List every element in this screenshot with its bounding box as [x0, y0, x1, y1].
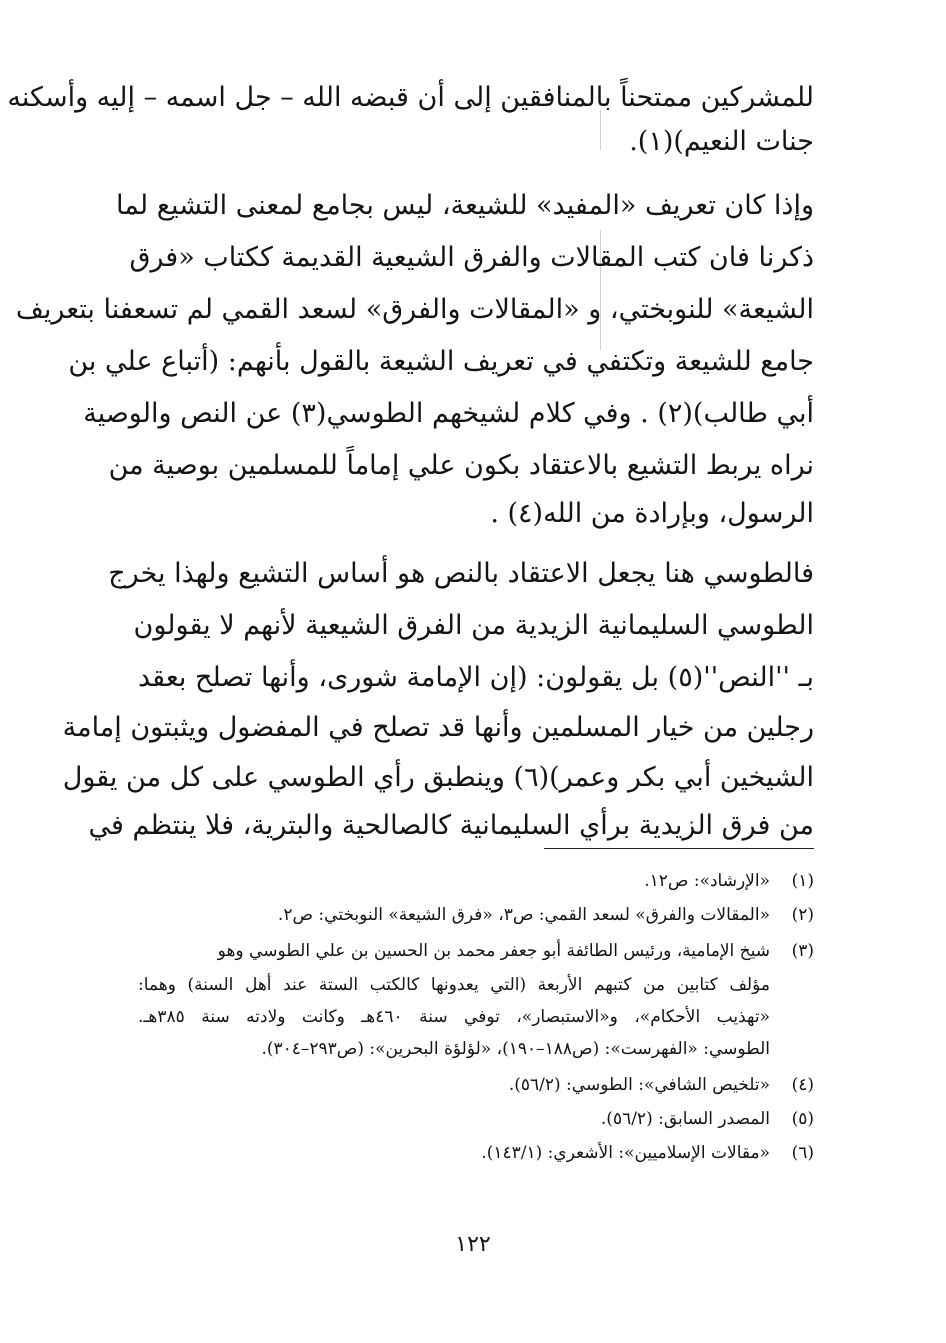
- body-line: للمشركين ممتحناً بالمنافقين إلى أن قبضه الله – جل اسمه – إليه وأسكنه: [7, 82, 814, 113]
- body-line: بـ ''النص''(٥) بل يقولون: (إن الإمامة شورى، وأنها تصلح بعقد: [138, 662, 814, 693]
- body-line: ذكرنا فان كتب المقالات والفرق الشيعية القديمة ككتاب «فرق: [129, 242, 814, 273]
- body-line: الشيخين أبي بكر وعمر)(٦) وينطبق رأي الطوسي على كل من يقول: [62, 762, 814, 793]
- body-line: من فرق الزيدية برأي السليمانية كالصالحية والبترية، فلا ينتظم في: [88, 810, 814, 841]
- footnote-continuation: الطوسي: «الفهرست»: (ص١٨٨–١٩٠)، «لؤلؤة البحرين»: (ص٢٩٣–٣٠٤).: [261, 1039, 770, 1059]
- footnote: [138, 1070, 814, 1100]
- footnote-text: «مقالات الإسلاميين»: الأشعري: (١٤٣/١).: [481, 1143, 770, 1163]
- footnote-continuation: «تهذيب الأحكام»، و«الاستبصار»، توفي سنة ٤٦٠هـ وكانت ولادته سنة ٣٨٥هـ.: [138, 1007, 771, 1027]
- body-line: رجلين من خيار المسلمين وأنها قد تصلح في المفضول ويثبتون إمامة: [62, 712, 814, 743]
- body-line: جنات النعيم)(١).: [629, 126, 814, 157]
- footnote: [138, 866, 814, 896]
- body-line: أبي طالب)(٢) . وفي كلام لشيخهم الطوسي(٣) عن النص والوصية: [83, 398, 814, 429]
- body-line: فالطوسي هنا يجعل الاعتقاد بالنص هو أساس التشيع ولهذا يخرج: [108, 558, 814, 589]
- footnote-text: «تلخيص الشافي»: الطوسي: (٥٦/٢).: [508, 1075, 770, 1095]
- body-line: الطوسي السليمانية الزيدية من الفرق الشيعية لأنهم لا يقولون: [133, 610, 814, 641]
- footnote-number: (١): [791, 871, 814, 891]
- body-line: جامع للشيعة وتكتفي في تعريف الشيعة بالقول بأنهم: (أتباع علي بن: [68, 346, 814, 377]
- footnote: [138, 1138, 814, 1168]
- footnote-number: (٥): [791, 1109, 814, 1129]
- body-line: الرسول، وبإرادة من الله(٤) .: [490, 498, 814, 529]
- footnote-continuation: مؤلف كتابين من كتبهم الأربعة (التي يعدونها كالكتب الستة عند أهل السنة) وهما:: [138, 975, 770, 995]
- footnote-text: «الإرشاد»: ص١٢.: [644, 871, 770, 891]
- footnote: [138, 900, 814, 930]
- footnote: [138, 1104, 814, 1134]
- body-line: نراه يربط التشيع بالاعتقاد بكون علي إماماً للمسلمين بوصية من: [108, 450, 814, 481]
- footnote-text: المصدر السابق: (٥٦/٢).: [600, 1109, 770, 1129]
- footnote-number: (٣): [791, 941, 814, 961]
- footnote-text: شيخ الإمامية، ورئيس الطائفة أبو جعفر محمد بن الحسين بن علي الطوسي وهو: [217, 941, 770, 961]
- body-line: الشيعة» للنوبختي، و «المقالات والفرق» لسعد القمي لم تسعفنا بتعريف: [15, 294, 814, 325]
- footnote-separator: [544, 848, 814, 849]
- page-number: ١٢٢: [455, 1232, 491, 1257]
- footnote: [138, 936, 814, 966]
- footnote-number: (٢): [791, 905, 814, 925]
- body-line: وإذا كان تعريف «المفيد» للشيعة، ليس بجامع لمعنى التشيع لما: [116, 190, 814, 221]
- footnote-number: (٤): [791, 1075, 814, 1095]
- footnote-text: «المقالات والفرق» لسعد القمي: ص٣، «فرق الشيعة» النوبختي: ص٢.: [277, 905, 770, 925]
- footnote-number: (٦): [791, 1143, 814, 1163]
